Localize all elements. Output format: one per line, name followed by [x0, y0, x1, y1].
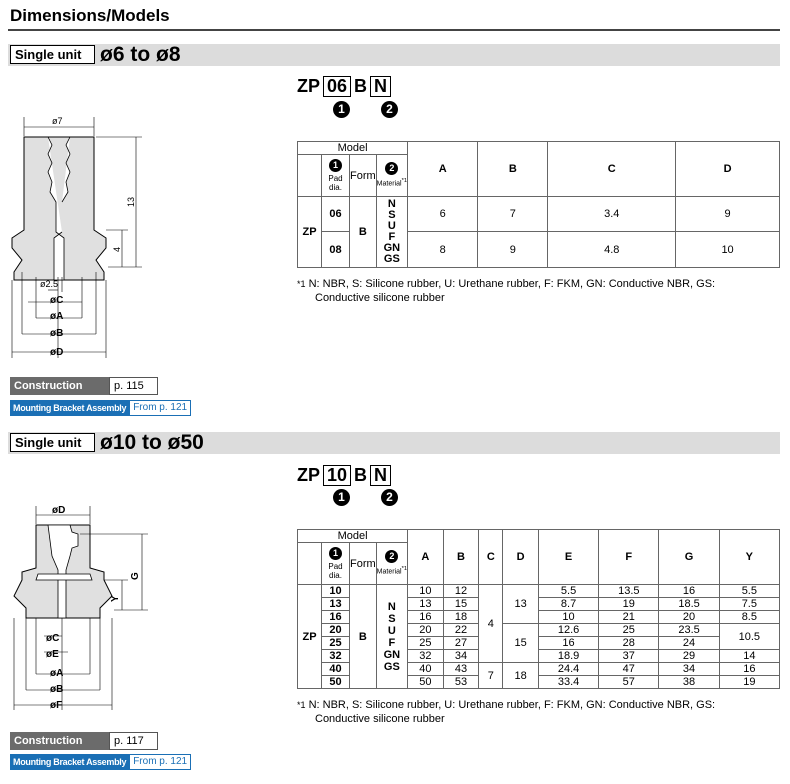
- material-cell: N S U F GN GS: [376, 585, 407, 689]
- value-d: 13: [503, 585, 539, 624]
- code-form: B: [354, 465, 368, 485]
- size-cell: 40: [322, 663, 350, 676]
- code-material-box: N: [370, 76, 391, 97]
- col-header: C: [479, 530, 503, 585]
- zp-cell: ZP: [298, 585, 322, 689]
- size-cell: 20: [322, 624, 350, 637]
- dim-dD: øD: [52, 505, 66, 516]
- col-header: B: [478, 142, 548, 197]
- construction-link-1[interactable]: [10, 377, 158, 395]
- value-b: 43: [443, 663, 479, 676]
- page-title: Dimensions/Models: [10, 6, 170, 25]
- number-2-icon: 2: [385, 550, 398, 563]
- code-size-box: 06: [323, 76, 351, 97]
- bracket-label: Mounting Bracket Assembly: [10, 400, 129, 416]
- value-f: 28: [599, 637, 659, 650]
- model-header: Model: [298, 142, 408, 155]
- value-cell: 7: [478, 197, 548, 232]
- value-d: 18: [503, 663, 539, 689]
- value-d: 15: [503, 624, 539, 663]
- dim-dC: øC: [50, 295, 64, 306]
- value-f: 57: [599, 676, 659, 689]
- dim-dD: øD: [50, 347, 64, 358]
- value-b: 12: [443, 585, 479, 598]
- value-y: 16: [719, 663, 779, 676]
- blank-cell: [298, 155, 322, 197]
- value-e: 10: [538, 611, 598, 624]
- section-label-1: Single unit: [10, 45, 95, 64]
- value-e: 5.5: [538, 585, 598, 598]
- value-y: 10.5: [719, 624, 779, 650]
- size-cell: 10: [322, 585, 350, 598]
- form-cell: B: [350, 197, 377, 268]
- zp-cell: ZP: [298, 197, 322, 268]
- section-label-2: Single unit: [10, 433, 95, 452]
- value-e: 33.4: [538, 676, 598, 689]
- number-2-icon: 2: [385, 162, 398, 175]
- number-2-icon: 2: [381, 101, 398, 118]
- model-code-2: [297, 465, 391, 486]
- value-f: 25: [599, 624, 659, 637]
- value-g: 24: [659, 637, 719, 650]
- code-form: B: [354, 76, 368, 96]
- dim-d7: ø7: [52, 116, 63, 126]
- value-cell: 6: [408, 197, 478, 232]
- size-cell: 25: [322, 637, 350, 650]
- spec-table-2: [297, 529, 780, 689]
- value-f: 37: [599, 650, 659, 663]
- dim-dF: øF: [50, 700, 63, 711]
- size-cell: 16: [322, 611, 350, 624]
- value-g: 16: [659, 585, 719, 598]
- value-a: 10: [408, 585, 444, 598]
- construction-label: Construction: [10, 732, 109, 750]
- value-y: 19: [719, 676, 779, 689]
- value-e: 24.4: [538, 663, 598, 676]
- dim-dB: øB: [50, 684, 64, 695]
- code-prefix: ZP: [297, 76, 321, 96]
- dim-Y: Y: [110, 595, 121, 602]
- construction-page: p. 117: [109, 732, 158, 750]
- construction-label: Construction: [10, 377, 109, 395]
- form-header: Form: [350, 543, 377, 585]
- dim-G: G: [130, 572, 141, 580]
- value-a: 20: [408, 624, 444, 637]
- value-cell: 9: [676, 197, 780, 232]
- value-e: 16: [538, 637, 598, 650]
- col-header: E: [538, 530, 598, 585]
- value-e: 12.6: [538, 624, 598, 637]
- dim-dC: øC: [46, 633, 60, 644]
- value-cell: 4.8: [548, 232, 676, 268]
- size-cell: 08: [322, 232, 350, 268]
- code-prefix: ZP: [297, 465, 321, 485]
- number-1-icon: 1: [333, 101, 350, 118]
- number-1-icon: 1: [329, 547, 342, 560]
- blank-cell: [298, 543, 322, 585]
- value-c: 4: [479, 585, 503, 663]
- pad-dia-header: 1 Pad dia.: [322, 543, 350, 585]
- value-b: 34: [443, 650, 479, 663]
- value-f: 21: [599, 611, 659, 624]
- value-a: 25: [408, 637, 444, 650]
- value-a: 13: [408, 598, 444, 611]
- value-cell: 8: [408, 232, 478, 268]
- col-header: C: [548, 142, 676, 197]
- number-1-icon: 1: [329, 159, 342, 172]
- col-header: D: [676, 142, 780, 197]
- value-a: 16: [408, 611, 444, 624]
- size-cell: 06: [322, 197, 350, 232]
- value-e: 8.7: [538, 598, 598, 611]
- value-f: 19: [599, 598, 659, 611]
- construction-link-2[interactable]: [10, 732, 158, 750]
- spec-table-1: [297, 141, 780, 268]
- dim-d25: ø2.5: [40, 279, 59, 289]
- number-2-icon: 2: [381, 489, 398, 506]
- value-g: 23.5: [659, 624, 719, 637]
- material-cell: N S U F GN GS: [376, 197, 407, 268]
- section-range-1: ø6 to ø8: [100, 43, 181, 66]
- value-y: 7.5: [719, 598, 779, 611]
- value-y: 8.5: [719, 611, 779, 624]
- value-g: 20: [659, 611, 719, 624]
- value-b: 22: [443, 624, 479, 637]
- value-g: 29: [659, 650, 719, 663]
- value-b: 27: [443, 637, 479, 650]
- size-cell: 50: [322, 676, 350, 689]
- material-header: 2 Material$^{*1}$: [376, 155, 407, 197]
- col-header: G: [659, 530, 719, 585]
- value-b: 15: [443, 598, 479, 611]
- bracket-page: From p. 121: [129, 400, 191, 416]
- col-header: A: [408, 530, 444, 585]
- size-cell: 32: [322, 650, 350, 663]
- dim-dA: øA: [50, 668, 64, 679]
- bracket-link-2[interactable]: [10, 754, 191, 770]
- construction-page: p. 115: [109, 377, 158, 395]
- bracket-label: Mounting Bracket Assembly: [10, 754, 129, 770]
- pad-drawing-2: [8, 500, 158, 720]
- model-header: Model: [298, 530, 408, 543]
- value-a: 32: [408, 650, 444, 663]
- col-header: D: [503, 530, 539, 585]
- value-g: 18.5: [659, 598, 719, 611]
- material-header: 2 Material$^{*1}$: [376, 543, 407, 585]
- dim-h4: 4: [112, 246, 122, 252]
- dim-dE: øE: [46, 649, 59, 660]
- dim-dB: øB: [50, 328, 64, 339]
- section-range-2: ø10 to ø50: [100, 431, 204, 454]
- value-cell: 10: [676, 232, 780, 268]
- value-b: 18: [443, 611, 479, 624]
- size-cell: 13: [322, 598, 350, 611]
- bracket-page: From p. 121: [129, 754, 191, 770]
- value-g: 38: [659, 676, 719, 689]
- value-y: 5.5: [719, 585, 779, 598]
- value-e: 18.9: [538, 650, 598, 663]
- number-1-icon: 1: [333, 489, 350, 506]
- value-cell: 3.4: [548, 197, 676, 232]
- model-code-1: [297, 76, 391, 97]
- bracket-link-1[interactable]: [10, 400, 191, 416]
- material-note-2: *1 N: NBR, S: Silicone rubber, U: Urethane rubber, F: FKM, GN: Conductive NBR, GS: Conductive silicone rubber: [297, 699, 716, 725]
- value-a: 40: [408, 663, 444, 676]
- pad-drawing-1: [8, 112, 158, 367]
- value-y: 14: [719, 650, 779, 663]
- col-header: B: [443, 530, 479, 585]
- dim-h13: 13: [126, 196, 136, 207]
- form-header: Form: [350, 155, 377, 197]
- form-cell: B: [350, 585, 377, 689]
- col-header: A: [408, 142, 478, 197]
- value-b: 53: [443, 676, 479, 689]
- dim-dA: øA: [50, 311, 64, 322]
- value-cell: 9: [478, 232, 548, 268]
- value-a: 50: [408, 676, 444, 689]
- code-material-box: N: [370, 465, 391, 486]
- value-f: 13.5: [599, 585, 659, 598]
- code-size-box: 10: [323, 465, 351, 486]
- col-header: F: [599, 530, 659, 585]
- value-f: 47: [599, 663, 659, 676]
- title-rule: [8, 29, 780, 31]
- value-c: 7: [479, 663, 503, 689]
- value-g: 34: [659, 663, 719, 676]
- material-note-1: *1 N: NBR, S: Silicone rubber, U: Urethane rubber, F: FKM, GN: Conductive NBR, GS: Conductive silicone rubber: [297, 278, 716, 304]
- col-header: Y: [719, 530, 779, 585]
- pad-dia-header: 1 Pad dia.: [322, 155, 350, 197]
